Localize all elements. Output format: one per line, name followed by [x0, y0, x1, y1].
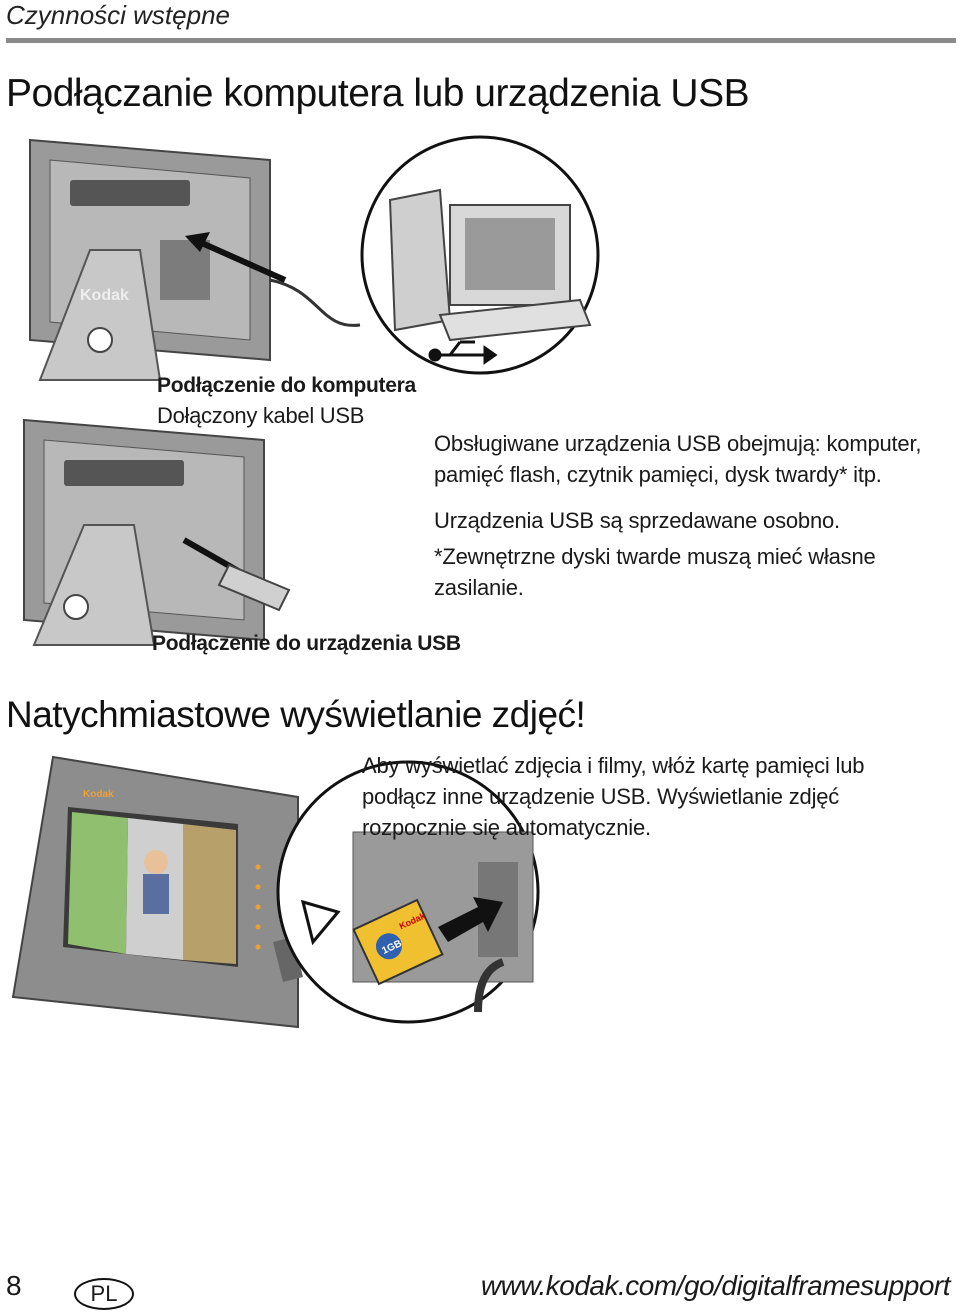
- usb-info-line: *Zewnętrzne dyski twarde muszą mieć własne: [434, 544, 876, 569]
- frame-front-brand: Kodak: [83, 789, 114, 800]
- language-badge: PL: [74, 1278, 134, 1310]
- usb-info-line: zasilanie.: [434, 575, 524, 600]
- page-title: Podłączanie komputera lub urządzenia USB: [6, 72, 750, 115]
- slideshow-text: [362, 750, 952, 843]
- support-url[interactable]: www.kodak.com/go/digitalframesupport: [480, 1270, 950, 1301]
- slideshow-title: Natychmiastowe wyświetlanie zdjęć!: [6, 694, 586, 735]
- frame-brand-label: Kodak: [80, 287, 129, 304]
- usb-device-caption: Podłączenie do urządzenia USB: [152, 632, 461, 655]
- slideshow-line: podłącz inne urządzenie USB. Wyświetlanie zdjęć: [362, 784, 840, 809]
- usb-info-text: [434, 428, 954, 603]
- slideshow-line: Aby wyświetlać zdjęcia i filmy, włóż kartę pamięci lub: [362, 753, 865, 778]
- usb-device-illustration: [14, 415, 314, 650]
- computer-connection-illustration: [20, 130, 620, 400]
- computer-caption-bold: Podłączenie do komputera: [157, 374, 416, 397]
- section-header: Czynności wstępne: [6, 0, 230, 30]
- page-number: 8: [6, 1270, 22, 1301]
- slideshow-line: rozpocznie się automatycznie.: [362, 815, 651, 840]
- usb-info-line: Urządzenia USB są sprzedawane osobno.: [434, 508, 840, 533]
- computer-caption: Dołączony kabel USB: [157, 403, 365, 428]
- card-brand: Kodak: [397, 910, 427, 932]
- usb-info-line: pamięć flash, czytnik pamięci, dysk twardy* itp.: [434, 462, 882, 487]
- header-rule: [6, 38, 956, 43]
- card-capacity: 1GB: [380, 938, 404, 957]
- usb-info-line: Obsługiwane urządzenia USB obejmują: komputer,: [434, 431, 922, 456]
